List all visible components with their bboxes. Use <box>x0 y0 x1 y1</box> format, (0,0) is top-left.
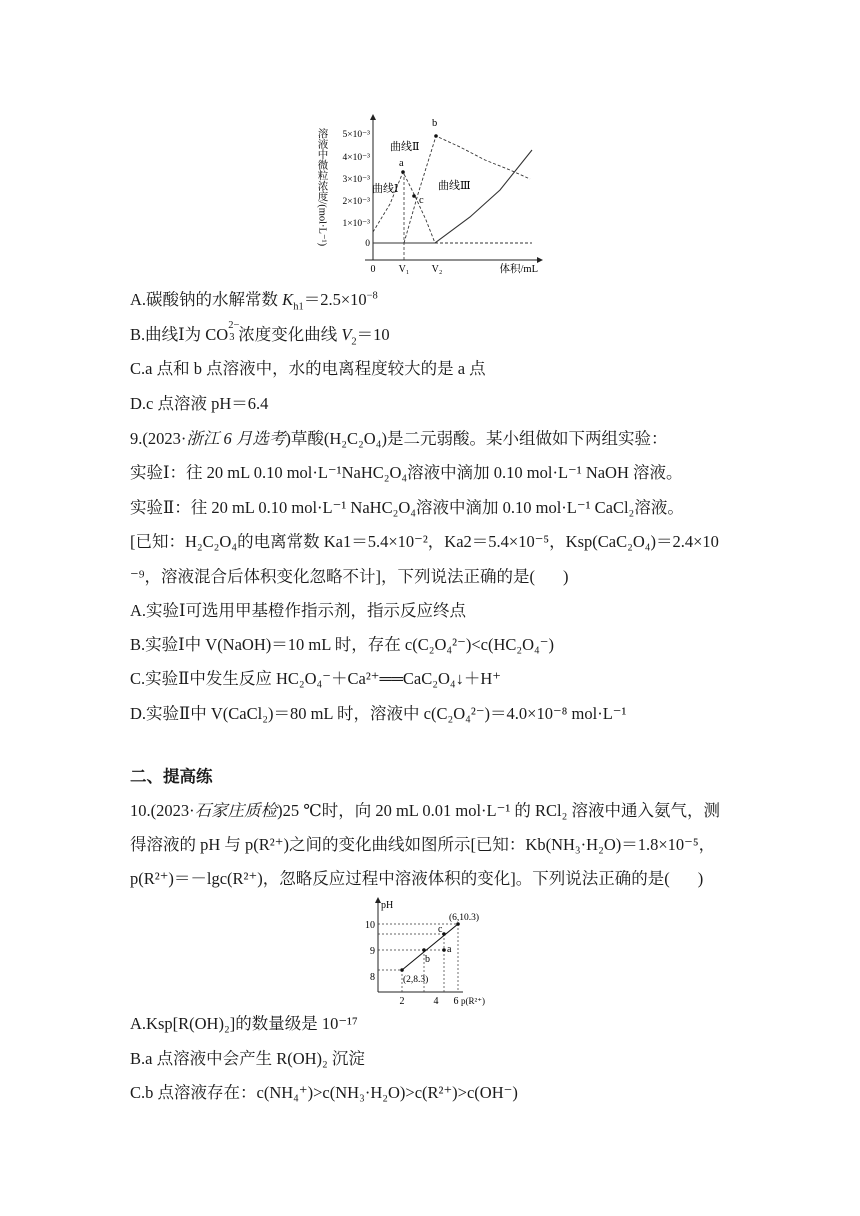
y-axis-label: pH <box>381 900 394 911</box>
q9-experiment-2: 实验Ⅱ：往 20 mL 0.10 mol·L⁻¹ NaHC₂O₄溶液中滴加 0.10 mol·L⁻¹ CaCl₂溶液。 <box>130 498 684 517</box>
endpoint-label-right: (6,10.3) <box>449 913 480 923</box>
y-tick-label: 9 <box>370 946 375 957</box>
y-tick-label: 4×10⁻³ <box>342 153 370 163</box>
x-tick-label: 6 <box>453 996 459 1006</box>
point-label-a: a <box>399 158 404 169</box>
q10-option-b: B.a 点溶液中会产生 R(OH)₂ 沉淀 <box>130 1049 365 1068</box>
point-a <box>442 948 446 952</box>
y-tick-label: 3×10⁻³ <box>342 175 370 185</box>
concentration-volume-chart <box>310 112 550 277</box>
point-c <box>412 194 416 198</box>
x-tick-label: V₁ <box>398 264 410 275</box>
y-tick-label: 8 <box>370 972 375 983</box>
point-a <box>401 170 405 174</box>
curve-label-i: 曲线Ⅰ <box>372 183 399 195</box>
curve-iii <box>373 150 532 243</box>
q9-option-a: A.实验Ⅰ可选用甲基橙作指示剂，指示反应终点 <box>130 601 467 620</box>
curve-label-ii: 曲线Ⅱ <box>390 141 420 153</box>
y-tick-label: 1×10⁻³ <box>342 219 370 229</box>
point-label-c: c <box>438 924 443 935</box>
q10-stem-line-2: 得溶液的 pH 与 p(R²⁺)之间的变化曲线如图所示[已知：Kb(NH₃·H₂O)＝1.8×10⁻⁵， <box>130 835 716 854</box>
q9-stem: 9.(2023·浙江 6 月选考)草酸(H₂C₂O₄)是二元弱酸。某小组做如下两组实验： <box>130 429 668 448</box>
point-b <box>434 134 438 138</box>
x-tick-label: 2 <box>399 996 405 1006</box>
endpoint-label-left: (2,8.3) <box>403 975 429 985</box>
q8-option-d: D.c 点溶液 pH＝6.4 <box>130 394 269 413</box>
y-tick-label: 2×10⁻³ <box>342 197 370 207</box>
q9-option-b: B.实验Ⅰ中 V(NaOH)＝10 mL 时，存在 c(C₂O₄²⁻)<c(HC₂O₄⁻) <box>130 635 554 654</box>
q9-option-d: D.实验Ⅱ中 V(CaCl₂)＝80 mL 时，溶液中 c(C₂O₄²⁻)＝4.0×10⁻⁸ mol·L⁻¹ <box>130 704 627 723</box>
q9-option-c: C.实验Ⅱ中发生反应 HC₂O₄⁻＋Ca²⁺══CaC₂O₄↓＋H⁺ <box>130 669 502 688</box>
q8-option-b: B.曲线Ⅰ为 CO 2− 3 浓度变化曲线 $V_2=10$ <box>130 320 390 348</box>
y-tick-label: 0 <box>365 239 370 249</box>
x-tick-label: 0 <box>370 264 376 275</box>
x-axis-label: 体积/mL <box>499 264 538 275</box>
q9-experiment-1: 实验Ⅰ：往 20 mL 0.10 mol·L⁻¹NaHC₂O₄溶液中滴加 0.10 mol·L⁻¹ NaOH 溶液。 <box>130 463 683 482</box>
point-b <box>422 948 426 952</box>
x-tick-label: 4 <box>433 996 439 1006</box>
q8-option-c: C.a 点和 b 点溶液中，水的电离程度较大的是 a 点 <box>130 359 486 378</box>
section-heading: 二、提高练 <box>130 767 213 786</box>
point-label-c: c <box>419 195 424 206</box>
x-tick-label: V₂ <box>431 264 443 275</box>
q10-option-c: C.b 点溶液存在：c(NH₄⁺)>c(NH₃·H₂O)>c(R²⁺)>c(OH⁻) <box>130 1083 518 1102</box>
point-label-b: b <box>432 118 438 129</box>
q8-option-a: A.碳酸钠的水解常数 $K_{h1}=2.5\times 10^{-8}$ <box>130 290 378 313</box>
y-tick-label: 10 <box>365 920 375 931</box>
point-c <box>442 932 446 936</box>
curve-label-iii: 曲线Ⅲ <box>438 180 471 192</box>
point-label-a: a <box>447 944 452 955</box>
q9-known-line-2: ⁻⁹，溶液混合后体积变化忽略不计]，下列说法正确的是( ) <box>130 567 569 586</box>
q9-known-line-1: [已知：H₂C₂O₄的电离常数 Ka1＝5.4×10⁻²，Ka2＝5.4×10⁻⁵，Ksp(CaC₂O₄)＝2.4×10 <box>130 532 719 551</box>
q10-option-a: A.Ksp[R(OH)₂]的数量级是 10⁻¹⁷ <box>130 1014 358 1033</box>
q10-stem-line-3: p(R²⁺)＝－lgc(R²⁺)，忽略反应过程中溶液体积的变化]。下列说法正确的是( ) <box>130 869 704 888</box>
endpoint-left <box>400 968 404 972</box>
x-axis-label: p(R²⁺) <box>461 996 485 1006</box>
y-axis-label: 溶液中微粒浓度/(mol·L⁻¹) <box>316 127 328 247</box>
ph-pr-chart <box>358 896 508 1006</box>
y-tick-label: 5×10⁻³ <box>342 130 370 140</box>
q10-stem-line-1: 10.(2023·石家庄质检)25 ℃时，向 20 mL 0.01 mol·L⁻¹ 的 RCl₂ 溶液中通入氨气，测 <box>130 801 720 820</box>
point-label-b: b <box>425 954 430 965</box>
